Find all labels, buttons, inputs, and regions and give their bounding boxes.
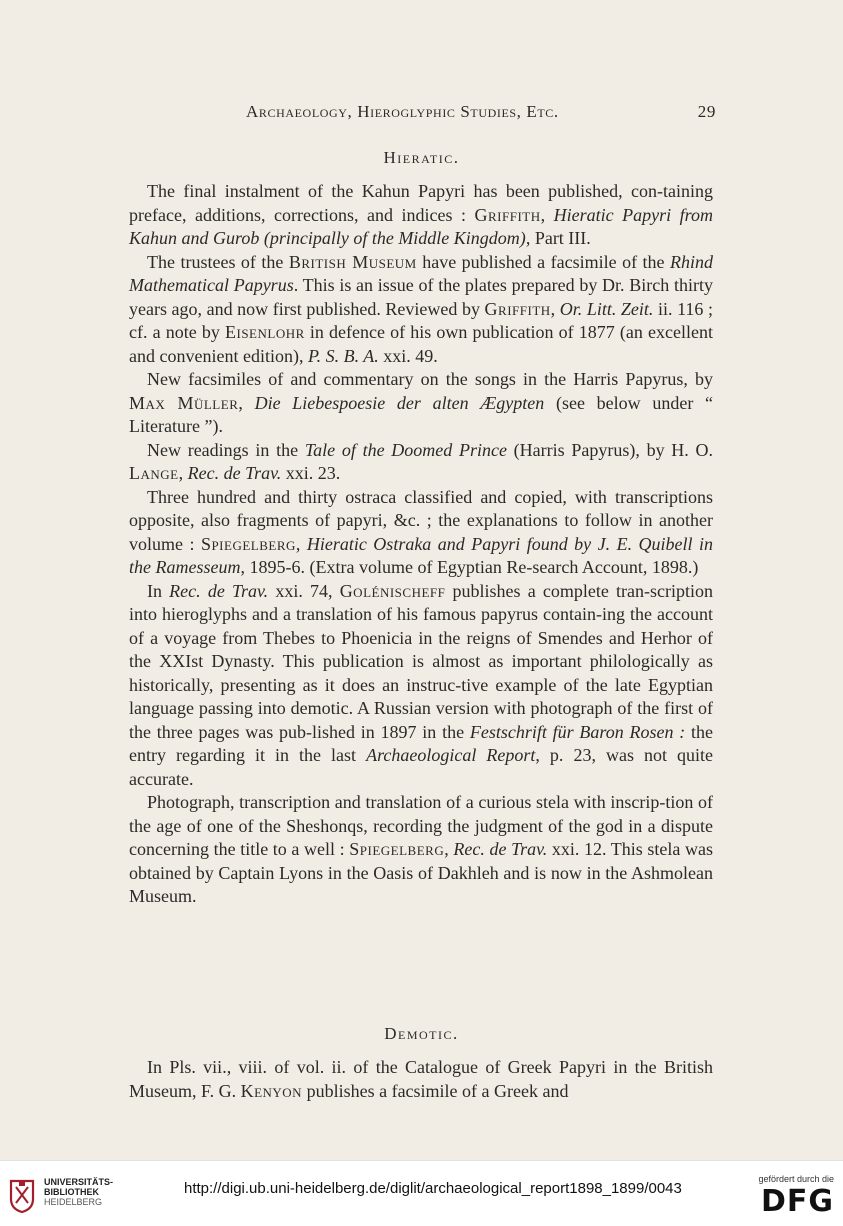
paragraph-doomed-prince: New readings in the Tale of the Doomed Prince (Harris Papyrus), by H. O. Lange, Rec. de Trav. xxi. 23. bbox=[129, 439, 713, 483]
running-head bbox=[246, 102, 716, 128]
running-head-title: Archaeology, Hieroglyphic Studies, Etc. bbox=[246, 102, 559, 121]
section-heading-hieratic: Hieratic. bbox=[383, 148, 460, 167]
hieratic-section-body bbox=[129, 180, 713, 909]
paragraph-greek-papyri: In Pls. vii., viii. of vol. ii. of the Catalogue of Greek Papyri in the British Museum, F. G. Kenyon publishes a facsimile of a Greek and bbox=[129, 1057, 713, 1101]
author-name: Max Müller bbox=[129, 392, 239, 413]
journal-title: Rec. de Trav. bbox=[453, 839, 548, 859]
work-title: Hieratic Papyri from Kahun and Gurob (principally of the Middle Kingdom) bbox=[129, 204, 714, 248]
dfg-logo[interactable]: DFG bbox=[760, 1184, 834, 1219]
demotic-section-body bbox=[129, 1056, 713, 1103]
author-name: Spiegelberg bbox=[200, 533, 296, 554]
journal-title: Or. Litt. Zeit. bbox=[559, 298, 654, 319]
paragraph-golenischeff: In Rec. de Trav. xxi. 74, Golénischeff publishes a complete tran-scription into hieroglyphs and a translation of his famous papyrus contain-ing the account of a voyage from Thebes to Phoenicia in the reigns of Smendes and Herhor of the XXIst Dynasty. This publication is almost as important philologically as historically, presenting as it does an instruc-tive example of the late Egyptian language passing into demotic. A Russian version with photograph of the first of the three pages was pub-lished in 1897 in the Festschrift für Baron Rosen : the entry regarding it in the last Archaeological Report, p. 23, was not quite accurate. bbox=[129, 580, 713, 789]
section-heading-demotic: Demotic. bbox=[384, 1024, 459, 1043]
viewer-footer bbox=[0, 1160, 843, 1226]
work-title: Rhind Mathematical Papyrus bbox=[129, 251, 714, 295]
paragraph-sheshonq-stela: Photograph, transcription and translation of a curious stela with inscrip-tion of the age of one of the Sheshonqs, recording the judgment of the god in a dispute concerning the title to a well : Spiegelberg, Rec. de Trav. xxi. 12. This stela was obtained by Captain Lyons in the Oasis of Dakhleh and is now in the Ashmolean Museum. bbox=[129, 792, 714, 906]
work-title: Hieratic Ostraka and Papyri found by J. E. Quibell in the Ramesseum bbox=[129, 533, 713, 577]
library-name[interactable]: UNIVERSITÄTS- BIBLIOTHEK HEIDELBERG bbox=[44, 1177, 114, 1207]
institution-name: British Museum bbox=[288, 251, 417, 272]
university-seal-icon bbox=[8, 1177, 36, 1213]
author-name: Griffith bbox=[474, 204, 541, 225]
work-title: Die Liebespoesie der alten Ægypten bbox=[254, 392, 545, 413]
journal-title: P. S. B. A. bbox=[307, 345, 379, 366]
work-title: Archaeological Report bbox=[366, 745, 536, 765]
permalink-url[interactable]: http://digi.ub.uni-heidelberg.de/diglit/archaeological_report1898_1899/0043 bbox=[184, 1180, 682, 1197]
journal-title: Rec. de Trav. bbox=[187, 463, 282, 483]
work-title: Festschrift für Baron Rosen : bbox=[469, 721, 686, 742]
work-title: Tale of the Doomed Prince bbox=[304, 439, 507, 460]
funding-caption: gefördert durch die bbox=[758, 1174, 834, 1184]
paragraph-ostraca: Three hundred and thirty ostraca classified and copied, with transcriptions opposite, also fragments of papyri, &c. ; the explanations to follow in another volume : Spiegelberg, Hieratic Ostraka and Papyri found by J. E. Quibell in the Ramesseum, 1895-6. (Extra volume of Egyptian Re-search Account, 1898.) bbox=[129, 486, 713, 577]
paragraph-rhind-papyrus: The trustees of the British Museum have published a facsimile of the Rhind Mathematical Papyrus. This is an issue of the plates prepared by Dr. Birch thirty years ago, and now first published. Reviewed by Griffith, Or. Litt. Zeit. ii. 116 ; cf. a note by Eisenlohr in defence of his own publication of 1877 (an excellent and convenient edition), P. S. B. A. xxi. 49. bbox=[129, 251, 714, 366]
author-name: Griffith bbox=[484, 298, 551, 319]
paragraph-harris-songs: New facsimiles of and commentary on the songs in the Harris Papyrus, by Max Müller, Die Liebespoesie der alten Ægypten (see below under “ Literature ”). bbox=[129, 369, 714, 436]
author-name: Kenyon bbox=[240, 1080, 303, 1101]
author-name: Golénischeff bbox=[339, 580, 446, 601]
author-name: Eisenlohr bbox=[225, 322, 305, 342]
author-name: Lange bbox=[129, 463, 179, 483]
page-number: 29 bbox=[697, 102, 716, 121]
author-name: Spiegelberg bbox=[349, 839, 445, 859]
paragraph-kahun-papyri: The final instalment of the Kahun Papyri has been published, con-taining preface, additions, corrections, and indices : Griffith, Hieratic Papyri from Kahun and Gurob (principally of the Middle Kingdom), Part III. bbox=[129, 181, 714, 248]
journal-title: Rec. de Trav. bbox=[169, 580, 269, 601]
